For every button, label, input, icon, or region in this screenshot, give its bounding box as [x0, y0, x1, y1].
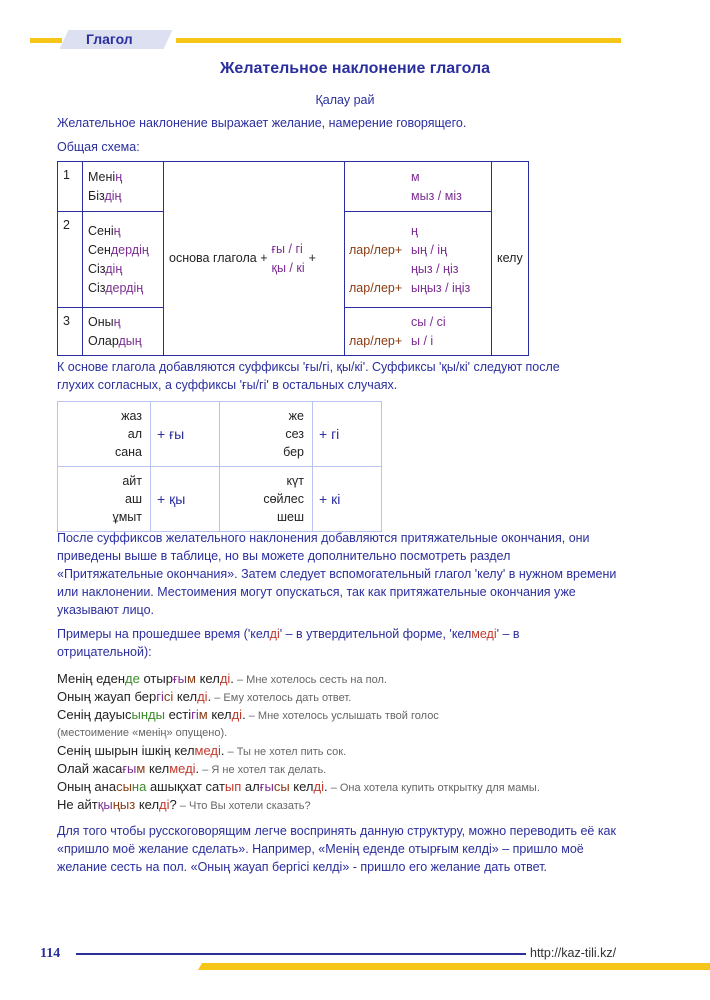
suffix-row [58, 402, 382, 467]
suffix-row [58, 467, 382, 532]
verb-stem: шеш [276, 510, 304, 524]
verb-stems [58, 402, 151, 467]
section-title: Глагол [86, 31, 133, 47]
verb-stem: аш [125, 492, 142, 506]
pronoun: Олардың [88, 333, 142, 348]
suffix: + гі [313, 402, 382, 467]
suffix-note: К основе глагола добавляются суффиксы 'ғы/гі, қы/кі'. Суффиксы 'қы/кі' следуют после глухих согласных, а суффиксы 'ғы/гі' в остальных случаях. [57, 360, 560, 392]
base-label: основа глагола + [169, 251, 268, 265]
scheme-table [57, 161, 529, 356]
example-translation: – Я не хотел так делать. [199, 764, 327, 776]
header-bar-left [30, 38, 62, 43]
example-sentence: Оның жауап бергісі келді. – Ему хотелось дать ответ. [57, 689, 352, 704]
scheme-person-number [58, 162, 83, 212]
scheme-pronoun-cell [83, 162, 164, 212]
scheme-aux-cell [492, 162, 529, 356]
page-number: 114 [40, 946, 61, 961]
scheme-base-cell: основа глагола + ғы / гі қы / кі + [164, 162, 345, 356]
verb-stem: сез [285, 427, 304, 441]
example-note: (местоимение «менің» опущено). [57, 727, 228, 739]
scheme-label: Общая схема: [57, 140, 140, 154]
verb-stem: сана [114, 445, 142, 459]
footer-line [76, 953, 526, 955]
example-translation: – Она хотела купить открытку для мамы. [327, 782, 540, 794]
person-number: 2 [63, 218, 70, 232]
pronoun: Сіздердің [88, 280, 144, 295]
possessive-ending: сы / сі [411, 314, 446, 329]
suffix-variants: ғы / гі қы / кі [271, 241, 305, 275]
pronoun: Сенің [88, 223, 121, 238]
example-translation: – Ты не хотел пить сок. [224, 746, 347, 758]
person-number: 3 [63, 314, 70, 328]
verb-stems [220, 467, 313, 532]
example-sentence: Не айтқыңыз келді? – Что Вы хотели сказать? [57, 797, 311, 812]
possessive-ending: лар/лер+ ың / ің [349, 242, 447, 257]
example-sentence: Менің еденде отырғым келді. – Мне хотелось сесть на пол. [57, 671, 387, 686]
suffix-table [57, 401, 382, 532]
examples-intro: Примеры на прошедшее время ('келді' – в утвердительной форме, 'келмеді' – в отрицательной): [57, 627, 520, 659]
verb-stem: бер [283, 445, 304, 459]
scheme-person-number [58, 212, 83, 308]
pronoun: Менің [88, 169, 123, 184]
verb-stem: ұмыт [112, 510, 142, 524]
example-translation: – Мне хотелось сесть на пол. [233, 674, 387, 686]
example-translation: – Что Вы хотели сказать? [176, 800, 311, 812]
example-sentence: Оның анасына ашықхат сатып алғысы келді. – Она хотела купить открытку для мамы. [57, 779, 540, 794]
footer-bar [198, 963, 710, 970]
example-sentence: Сенің шырын ішкің келмеді. – Ты не хотел пить сок. [57, 743, 347, 758]
scheme-row [58, 162, 529, 212]
scheme-pronoun-cell [83, 308, 164, 356]
verb-stem: күт [286, 474, 304, 488]
possessive-ending: лар/лер+ ыңыз / іңіз [349, 280, 471, 295]
scheme-ending-cell [345, 162, 492, 212]
possessive-note: После суффиксов желательного наклонения добавляются притяжательные окончания, они приведены выше в таблице, но вы можете дополнительно посмотреть раздел «Притяжательные окончания». Затем следует вспомогательный глагол 'келу' в нужном времени или наклонении. Местоимения могут опускаться, так как притяжательные окончания уже указывают лицо. [57, 531, 617, 617]
verb-stem: айт [122, 474, 142, 488]
scheme-ending-cell [345, 212, 492, 308]
example-translation: – Мне хотелось услышать твой голос [245, 710, 439, 722]
conclusion-text: Для того чтобы русскоговорящим легче воспринять данную структуру, можно переводить её как «пришло моё желание сделать». Например, «Менің еденде отырғым келді» – пришло моё желание сесть на пол. «Оның жауап бергісі келді» - пришло его желание дать ответ. [57, 824, 616, 874]
verb-stem: сөйлес [263, 492, 304, 506]
footer-url-link[interactable]: http://kaz-tili.kz/ [530, 946, 617, 960]
verb-stems [220, 402, 313, 467]
intro-text: Желательное наклонение выражает желание, намерение говорящего. [57, 116, 467, 130]
verb-stem: же [288, 409, 304, 423]
scheme-person-number [58, 308, 83, 356]
page-title: Желательное наклонение глагола [219, 60, 491, 77]
page-subtitle: Қалау рай [315, 93, 375, 107]
pronoun: Сендердің [88, 242, 149, 257]
possessive-ending: мыз / міз [411, 188, 462, 203]
possessive-ending: ң [411, 223, 418, 238]
possessive-ending: лар/лер+ ы / і [349, 333, 434, 348]
example-sentence: Олай жасағым келмеді. – Я не хотел так делать. [57, 761, 327, 776]
possessive-ending: м [411, 169, 420, 184]
scheme-pronoun-cell [83, 212, 164, 308]
header-bar-right [176, 38, 621, 43]
pronoun: Сіздің [88, 261, 123, 276]
suffix: + ғы [151, 402, 220, 467]
verb-stems [58, 467, 151, 532]
pronoun: Оның [88, 314, 121, 329]
suffix: + қы [151, 467, 220, 532]
example-sentence: Сенің дауысынды естігім келді. – Мне хотелось услышать твой голос [57, 707, 439, 722]
suffix: + кі [313, 467, 382, 532]
scheme-ending-cell [345, 308, 492, 356]
verb-stem: жаз [121, 409, 142, 423]
example-translation: – Ему хотелось дать ответ. [211, 692, 352, 704]
verb-stem: ал [127, 427, 142, 441]
person-number: 1 [63, 168, 70, 182]
aux-verb: келу [497, 251, 523, 265]
pronoun: Біздің [88, 188, 122, 203]
possessive-ending: ңыз / ңіз [411, 261, 459, 276]
